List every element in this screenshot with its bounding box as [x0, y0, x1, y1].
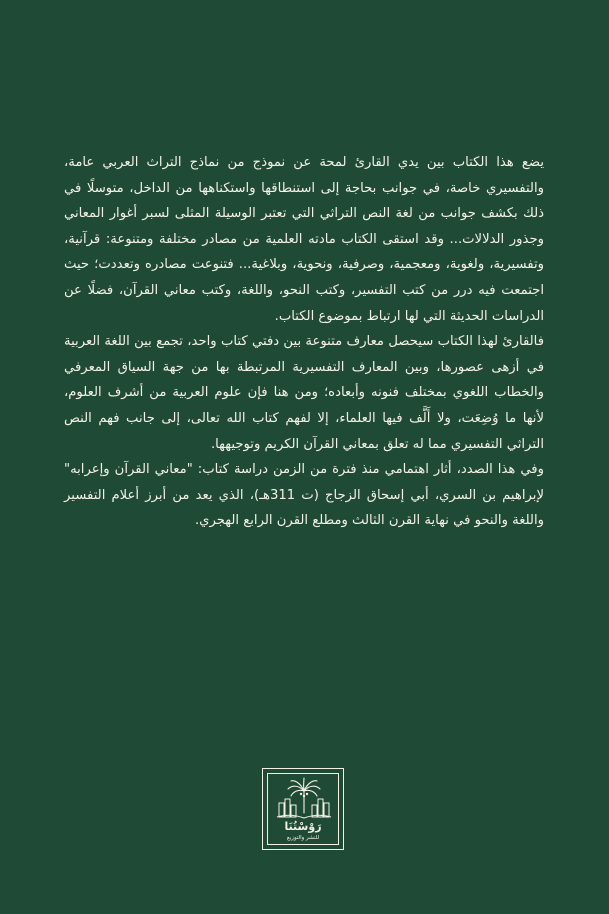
paragraph-2: فالقارئ لهذا الكتاب سيحصل معارف متنوعة بين دفتي كتاب واحد، تجمع بين اللغة العربية في أزهى عصورها، وبين المعارف التفسيرية المرتبطة بها من جهة السياق المعرفي والخطاب اللغوي بمختلف فنونه وأبعاده؛ ومن هنا فإن علوم العربية من أشرف العلوم، لأنها ما وُضِعَت، ولا أَلَّف فيها العلماء، إلا لفهم كتاب الله تعالى، إلى جانب فهم النص التراثي التفسيري مما له تعلق بمعاني القرآن الكريم وتوجيهها.	[64, 334, 544, 452]
blurb-text	[64, 150, 544, 534]
publisher-logo	[262, 768, 344, 850]
paragraph-3: وفي هذا الصدد، أثار اهتمامي منذ فترة من الزمن دراسة كتاب: "معاني القرآن وإعرابه" لإبراهيم بن السري، أبي إسحاق الزجاج (ت 311هـ)، الذي يعد من أبرز أعلام التفسير واللغة والنحو في نهاية القرن الثالث ومطلع القرن الرابع الهجري.	[64, 462, 544, 529]
publisher-tagline: للنشر والتوزيع	[286, 835, 320, 841]
publisher-name: رَوْسْتُنَا	[284, 820, 322, 833]
paragraph-1: يضع هذا الكتاب بين يدي القارئ لمحة عن نموذج من نماذج التراث العربي عامة، والتفسيري خاصة، في جوانب بحاجة إلى استنطاقها واستكناهها من الداخل، متوسلًا في ذلك بكشف جوانب من لغة النص التراثي التي تعتبر الوسيلة المثلى لسبر أغوار المعاني وجذور الدلالات... وقد استقى الكتاب مادته العلمية من مصادر مختلفة ومتنوعة: قرآنية، وتفسيرية، ولغوية، ومعجمية، وصرفية، ونحوية، وبلاغية... فتنوعت مصادره وتعددت؛ حيث اجتمعت فيه درر من كتب التفسير، وكتب النحو، واللغة، وكتب معاني القرآن، فضلًا عن الدراسات الحديثة التي لها ارتباط بموضوع الكتاب.	[64, 155, 544, 324]
